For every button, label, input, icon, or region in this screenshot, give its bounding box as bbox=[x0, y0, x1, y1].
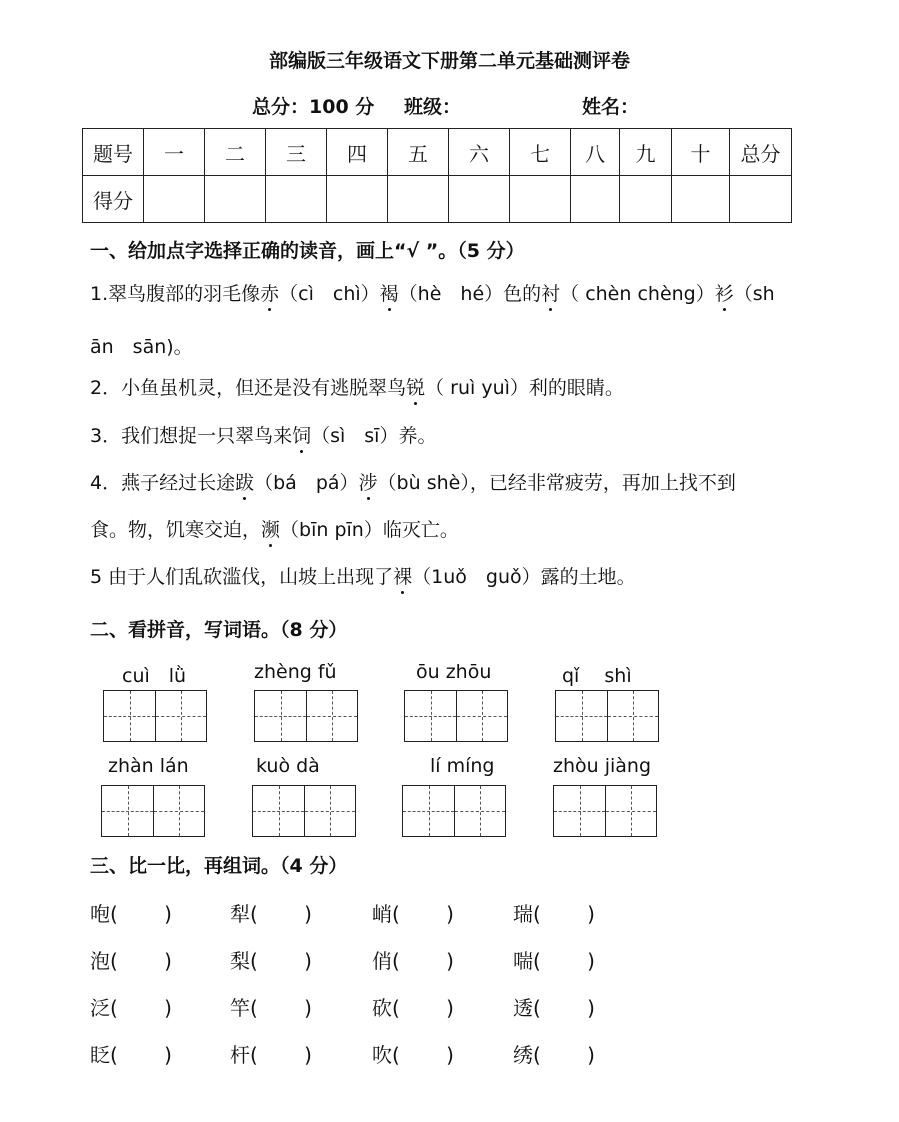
writing-cell[interactable] bbox=[405, 691, 456, 741]
dotted-character: 褐 bbox=[379, 283, 399, 305]
table-cell: 七 bbox=[510, 129, 571, 176]
writing-cell[interactable] bbox=[104, 691, 155, 741]
section1-heading: 一、给加点字选择正确的读音，画上“√ ”。（5 分） bbox=[90, 240, 525, 262]
compare-item[interactable]: 俏( ) bbox=[372, 949, 454, 973]
question-4 bbox=[90, 468, 736, 495]
pinyin-options[interactable]: （ ruì yuì）利的眼睛。 bbox=[425, 377, 624, 399]
writing-grid[interactable] bbox=[252, 785, 356, 837]
compare-item[interactable]: 犁( ) bbox=[230, 902, 312, 926]
writing-cell[interactable] bbox=[456, 691, 507, 741]
score-entry-cell[interactable] bbox=[730, 176, 792, 223]
dotted-character: 衬 bbox=[541, 283, 561, 305]
score-table bbox=[82, 128, 792, 223]
section2-heading: 二、看拼音，写词语。（8 分） bbox=[90, 619, 348, 641]
writing-cell[interactable] bbox=[554, 786, 605, 836]
writing-grid[interactable] bbox=[402, 785, 506, 837]
pinyin-prompt: zhàn lán bbox=[108, 755, 189, 777]
writing-cell[interactable] bbox=[255, 691, 306, 741]
question-text: 3．我们想捉一只翠鸟来 bbox=[90, 425, 293, 447]
dotted-character: 饲 bbox=[292, 425, 312, 447]
table-cell: 九 bbox=[620, 129, 672, 176]
score-entry-cell[interactable] bbox=[144, 176, 205, 223]
writing-cell[interactable] bbox=[155, 691, 206, 741]
compare-item[interactable]: 透( ) bbox=[513, 996, 595, 1020]
writing-cell[interactable] bbox=[607, 691, 658, 741]
writing-cell[interactable] bbox=[153, 786, 204, 836]
dotted-character: 濒 bbox=[261, 519, 281, 541]
table-cell: 总分 bbox=[730, 129, 792, 176]
question-2 bbox=[90, 373, 624, 400]
compare-item[interactable]: 峭( ) bbox=[372, 902, 454, 926]
table-cell: 一 bbox=[144, 129, 205, 176]
question-text: 4．燕子经过长途 bbox=[90, 472, 236, 494]
page-title: 部编版三年级语文下册第二单元基础测评卷 bbox=[268, 50, 630, 72]
writing-grid[interactable] bbox=[404, 690, 508, 742]
dotted-character: 跋 bbox=[235, 472, 255, 494]
dotted-character: 衫 bbox=[714, 283, 734, 305]
score-entry-cell[interactable] bbox=[571, 176, 620, 223]
table-cell: 十 bbox=[672, 129, 730, 176]
question-5 bbox=[90, 562, 636, 589]
writing-cell[interactable] bbox=[102, 786, 153, 836]
writing-cell[interactable] bbox=[403, 786, 454, 836]
pinyin-options[interactable]: （hè hé）色的 bbox=[398, 283, 542, 305]
pinyin-prompt: qǐ shì bbox=[562, 665, 632, 687]
pinyin-options[interactable]: （ chèn chèng） bbox=[560, 283, 715, 305]
compare-item[interactable]: 瑞( ) bbox=[513, 902, 595, 926]
dotted-character: 涉 bbox=[358, 472, 378, 494]
question-text: 食。物，饥寒交迫， bbox=[90, 519, 262, 541]
score-table-score-row bbox=[83, 176, 792, 223]
score-entry-cell[interactable] bbox=[327, 176, 388, 223]
score-table-header-row bbox=[83, 129, 792, 176]
name-label: 姓名： bbox=[582, 96, 640, 118]
score-entry-cell[interactable] bbox=[205, 176, 266, 223]
pinyin-options[interactable]: （bīn pīn）临灭亡。 bbox=[280, 519, 459, 541]
compare-item[interactable]: 吹( ) bbox=[372, 1043, 454, 1067]
writing-grid[interactable] bbox=[553, 785, 657, 837]
score-entry-cell[interactable] bbox=[266, 176, 327, 223]
total-score: 总分：100 分 bbox=[252, 96, 375, 118]
score-entry-cell[interactable] bbox=[449, 176, 510, 223]
score-entry-cell[interactable] bbox=[388, 176, 449, 223]
question-text: 1.翠鸟腹部的羽毛像 bbox=[90, 283, 261, 305]
table-cell: 二 bbox=[205, 129, 266, 176]
pinyin-prompt: kuò dà bbox=[256, 755, 320, 777]
pinyin-options[interactable]: （1uǒ guǒ）露的土地。 bbox=[412, 566, 636, 588]
compare-item[interactable]: 喘( ) bbox=[513, 949, 595, 973]
question-3 bbox=[90, 421, 436, 448]
question-1-continued[interactable]: ān sān)。 bbox=[90, 336, 193, 358]
pinyin-prompt: cuì lǜ bbox=[122, 665, 187, 687]
compare-item[interactable]: 咆( ) bbox=[90, 902, 172, 926]
compare-item[interactable]: 杆( ) bbox=[230, 1043, 312, 1067]
writing-grid[interactable] bbox=[101, 785, 205, 837]
class-label: 班级： bbox=[404, 96, 462, 118]
dotted-character: 赤 bbox=[260, 283, 280, 305]
question-text: 2．小鱼虽机灵，但还是没有逃脱翠鸟 bbox=[90, 377, 407, 399]
pinyin-options[interactable]: （bù shè），已经非常疲劳，再加上找不到 bbox=[377, 472, 736, 494]
question-1 bbox=[90, 279, 775, 306]
table-cell: 三 bbox=[266, 129, 327, 176]
compare-item[interactable]: 泛( ) bbox=[90, 996, 172, 1020]
question-text: 5 由于人们乱砍滥伐，山坡上出现了 bbox=[90, 566, 394, 588]
writing-cell[interactable] bbox=[454, 786, 505, 836]
dotted-character: 锐 bbox=[406, 377, 426, 399]
table-cell: 四 bbox=[327, 129, 388, 176]
compare-item[interactable]: 泡( ) bbox=[90, 949, 172, 973]
writing-grid[interactable] bbox=[103, 690, 207, 742]
table-cell: 五 bbox=[388, 129, 449, 176]
writing-cell[interactable] bbox=[605, 786, 656, 836]
writing-grid[interactable] bbox=[254, 690, 358, 742]
compare-item[interactable]: 砍( ) bbox=[372, 996, 454, 1020]
writing-cell[interactable] bbox=[306, 691, 357, 741]
table-cell: 题号 bbox=[83, 129, 144, 176]
compare-item[interactable]: 绣( ) bbox=[513, 1043, 595, 1067]
table-cell: 六 bbox=[449, 129, 510, 176]
pinyin-options[interactable]: （cì chì） bbox=[279, 283, 380, 305]
writing-cell[interactable] bbox=[304, 786, 355, 836]
pinyin-prompt: zhèng fǔ bbox=[254, 661, 337, 683]
writing-cell[interactable] bbox=[253, 786, 304, 836]
pinyin-prompt: zhòu jiàng bbox=[553, 755, 652, 777]
table-cell: 得分 bbox=[83, 176, 144, 223]
score-entry-cell[interactable] bbox=[510, 176, 571, 223]
compare-item[interactable]: 竿( ) bbox=[230, 996, 312, 1020]
question-4-continued bbox=[90, 515, 459, 542]
compare-item[interactable]: 梨( ) bbox=[230, 949, 312, 973]
pinyin-prompt: lí míng bbox=[430, 755, 495, 777]
pinyin-prompt: ōu zhōu bbox=[416, 661, 492, 683]
table-cell: 八 bbox=[571, 129, 620, 176]
score-entry-cell[interactable] bbox=[620, 176, 672, 223]
pinyin-options[interactable]: （sì sī）养。 bbox=[311, 425, 437, 447]
pinyin-options[interactable]: （sh bbox=[733, 283, 775, 305]
compare-item[interactable]: 眨( ) bbox=[90, 1043, 172, 1067]
dotted-character: 裸 bbox=[393, 566, 413, 588]
section3-heading: 三、比一比，再组词。（4 分） bbox=[90, 855, 348, 877]
score-entry-cell[interactable] bbox=[672, 176, 730, 223]
writing-cell[interactable] bbox=[556, 691, 607, 741]
writing-grid[interactable] bbox=[555, 690, 659, 742]
pinyin-options[interactable]: （bá pá） bbox=[254, 472, 359, 494]
